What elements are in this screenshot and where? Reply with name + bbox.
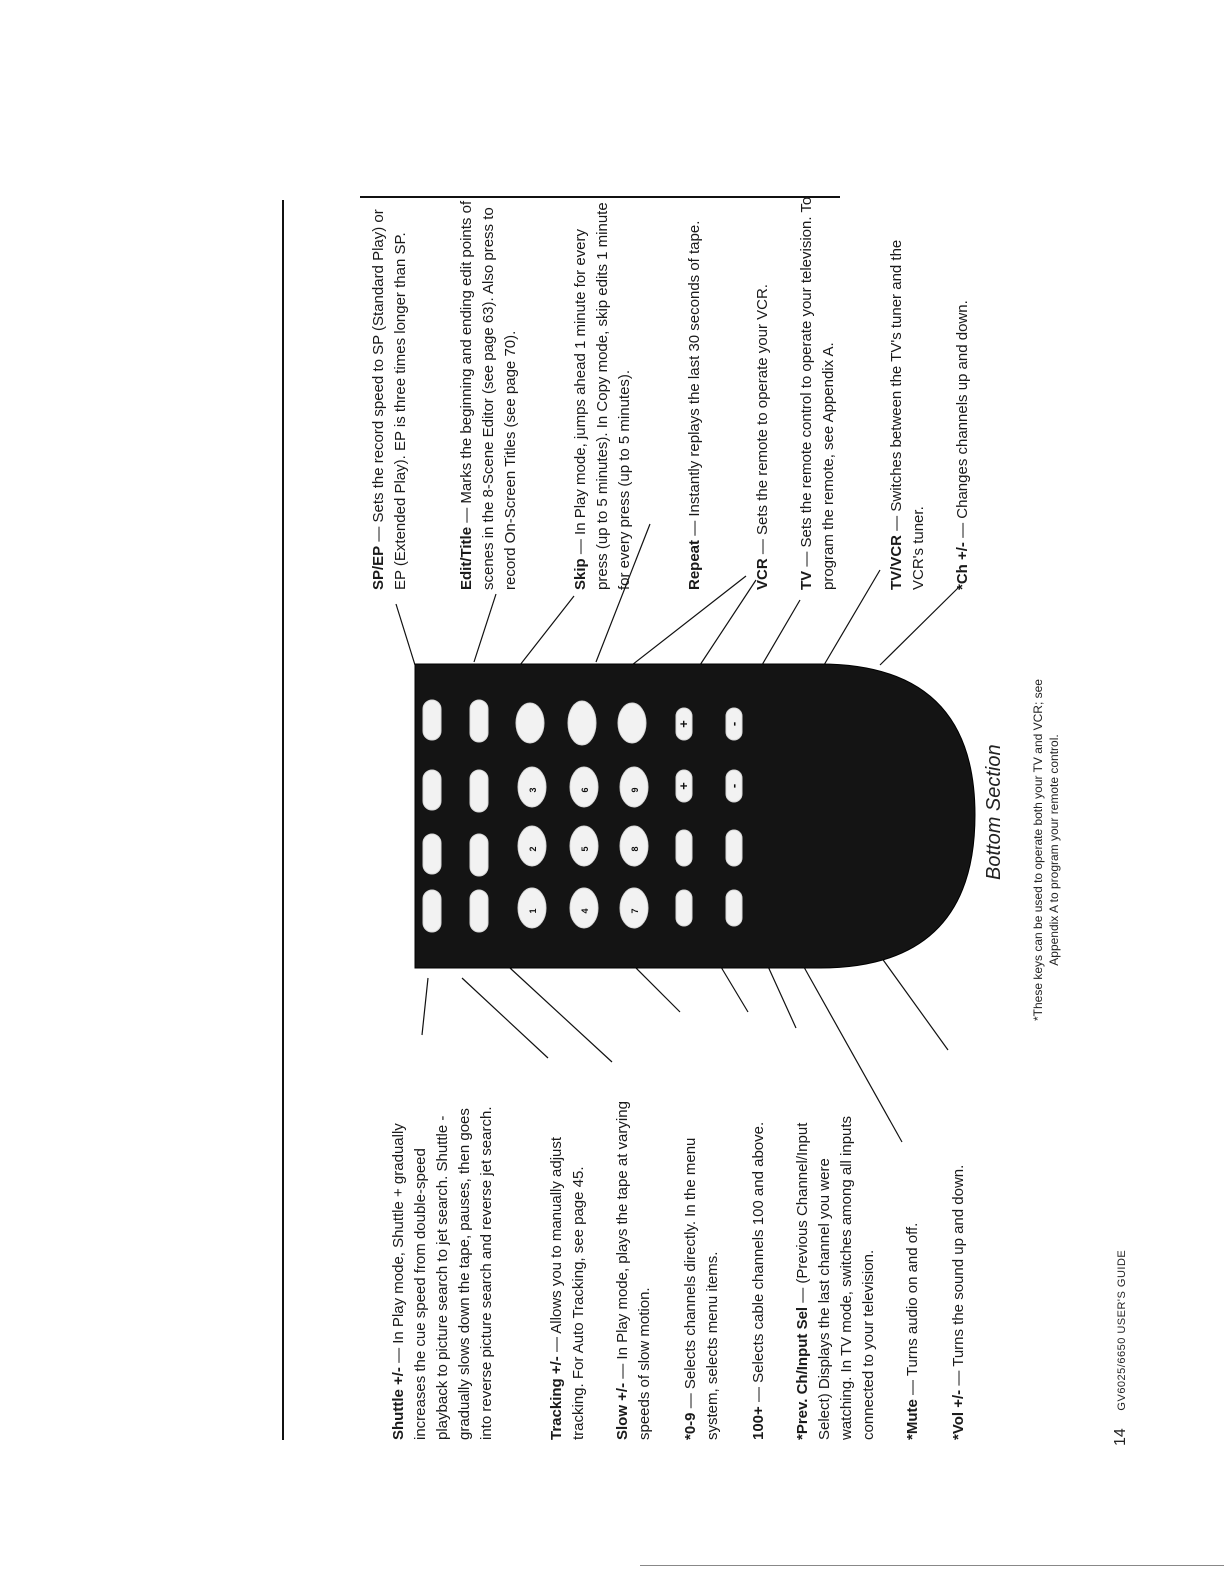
remote-key (676, 890, 692, 926)
remote-caption: Bottom Section (983, 744, 1005, 880)
remote-key-2 (518, 826, 546, 866)
right-leader-lines (396, 524, 960, 665)
desc-text: — Switches between the TV's tuner and the VCR's tuner. (888, 239, 927, 590)
term: Edit/Title (458, 526, 475, 590)
key-label-7: 7 (630, 908, 640, 914)
term: SP/EP (370, 545, 387, 590)
desc-text: — Sets the record speed to SP (Standard Play) or EP (Extended Play). EP is three times longer than SP. (370, 209, 409, 590)
desc-text: — Instantly replays the last 30 seconds of tape. (686, 220, 703, 540)
remote-key (568, 701, 596, 745)
term: Tracking +/- (548, 1356, 565, 1440)
term: *Vol +/- (950, 1389, 967, 1440)
term: TV/VCR (888, 534, 905, 590)
term: *Ch +/- (954, 542, 971, 590)
key-label-8: 8 (630, 846, 640, 852)
remote-key (470, 834, 488, 876)
footnote-line-2: Appendix A to program your remote control. (1047, 734, 1061, 966)
remote-key-9 (620, 767, 648, 807)
remote-key-3 (518, 767, 546, 807)
remote-key (470, 700, 488, 742)
key-label-9: 9 (630, 787, 640, 793)
remote-key-4 (570, 888, 598, 928)
term: *0-9 (682, 1412, 699, 1440)
remote-key (423, 834, 441, 874)
key-label-6: 6 (580, 787, 590, 793)
remote-key-6 (570, 767, 598, 807)
key-label-1: 1 (528, 908, 538, 914)
remote-key-5 (570, 826, 598, 866)
desc-text: — In Play mode, jumps ahead 1 minute for every press (up to 5 minutes). In Copy mode, skip edits 1 minute for every press (up to 5 minutes). (572, 202, 633, 590)
page-number: 14 (1112, 1428, 1129, 1446)
footnote-line-1: *These keys can be used to operate both your TV and VCR; see (1031, 679, 1045, 1021)
remote-key (726, 830, 742, 866)
desc-text: — Allows you to manually adjust tracking. For Auto Tracking, see page 45. (548, 1136, 587, 1440)
key-label-4: 4 (580, 908, 590, 914)
desc-text: — In Play mode, Shuttle + gradually increases the cue speed from double-speed playback to picture search to jet search. Shuttle - gradually slows down the tape, pauses, then goes into reverse picture search and reverse jet search. (390, 1106, 495, 1440)
remote-key-1 (518, 888, 546, 928)
remote-key (516, 703, 544, 743)
remote-key (726, 890, 742, 926)
remote-key (470, 770, 488, 812)
remote-key (423, 700, 441, 740)
remote-key (470, 890, 488, 932)
guide-title: GV6025/6650 USER'S GUIDE (1116, 1249, 1128, 1411)
desc-text: — Sets the remote to operate your VCR. (754, 284, 771, 559)
desc-text: — Turns the sound up and down. (950, 1164, 967, 1390)
term: Slow +/- (614, 1382, 631, 1440)
remote-key (676, 830, 692, 866)
term: Shuttle +/- (390, 1367, 407, 1440)
page-footer-text (1112, 1250, 1130, 1446)
desc-text: — (Previous Channel/Input Select) Displays the last channel you were watching. In TV mode, switches among all inputs connected to your television. (794, 1115, 877, 1440)
term: Repeat (686, 539, 703, 590)
key-label-minus: - (726, 783, 741, 789)
desc-text: — Selects cable channels 100 and above. (750, 1121, 767, 1407)
key-label-minus: - (726, 721, 741, 727)
desc-text: — Changes channels up and down. (954, 300, 971, 543)
term: Skip (572, 558, 589, 590)
bottom-edge-line (640, 1565, 1224, 1566)
desc-text: — Marks the beginning and ending edit points of scenes in the 8-Scene Editor (see page 63). Also press to record On-Screen Titles (see page 70). (458, 200, 519, 590)
remote-key (423, 770, 441, 810)
term: TV (798, 570, 815, 590)
desc-text: — In Play mode, plays the tape at varying speeds of slow motion. (614, 1101, 653, 1440)
key-label-3: 3 (528, 787, 538, 793)
remote-body (415, 664, 975, 968)
desc-text: — Selects channels directly. In the menu system, selects menu items. (682, 1137, 721, 1440)
term: *Prev. Ch/Input Sel (794, 1306, 811, 1440)
key-label-plus: + (676, 782, 691, 790)
term: *Mute (904, 1399, 921, 1440)
desc-text: — Turns audio on and off. (904, 1222, 921, 1400)
footnote (1030, 670, 1062, 1030)
remote-key (618, 703, 646, 743)
remote-key-7 (620, 888, 648, 928)
key-label-plus: + (676, 720, 691, 728)
desc-text: — Sets the remote control to operate your television. To program the remote, see Appendix A. (798, 196, 837, 590)
left-leader-lines (422, 950, 948, 1142)
term: VCR (754, 558, 771, 590)
term: 100+ (750, 1406, 767, 1440)
remote-key (423, 890, 441, 932)
remote-key-8 (620, 826, 648, 866)
key-label-5: 5 (580, 846, 590, 852)
key-label-2: 2 (528, 846, 538, 852)
